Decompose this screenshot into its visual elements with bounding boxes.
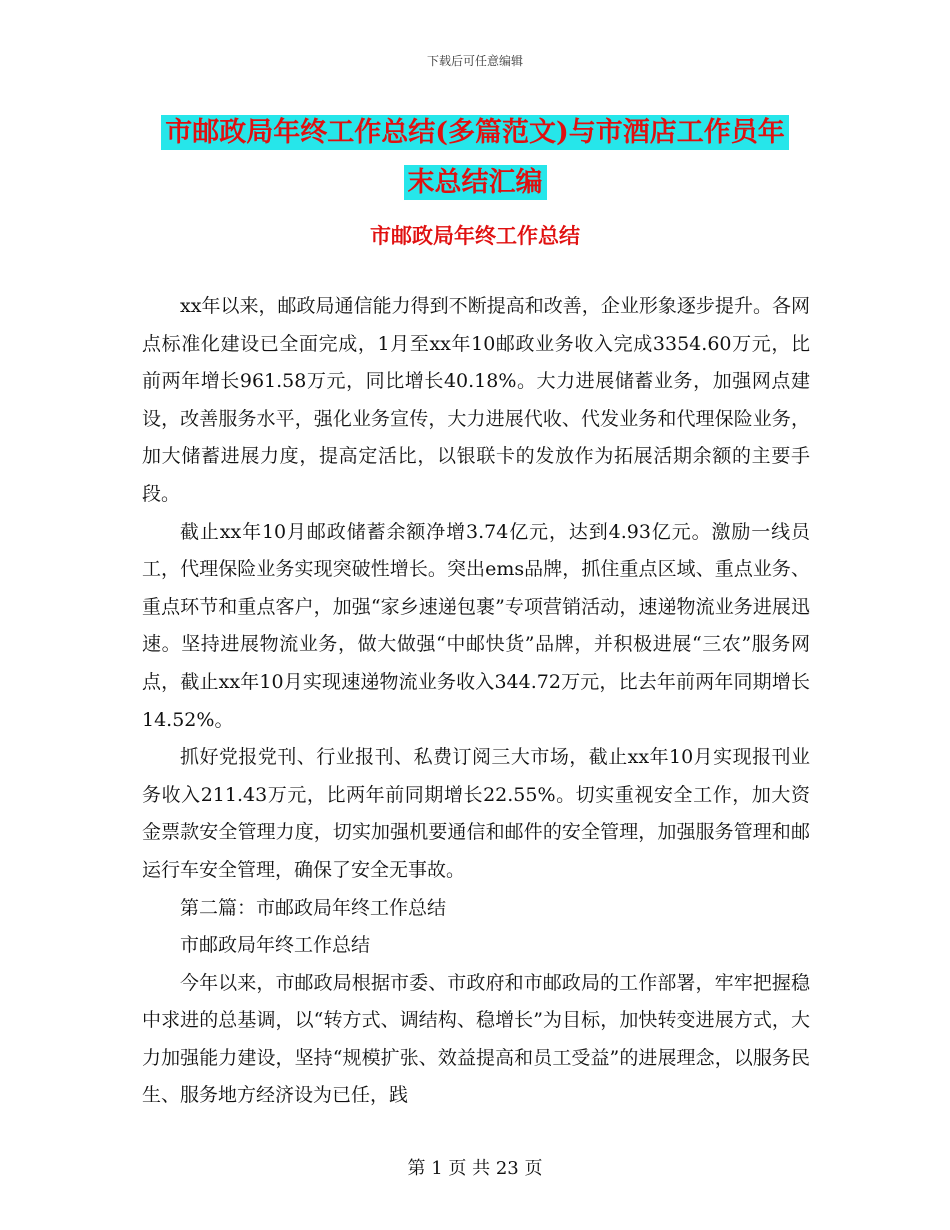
subheading-article-title: 市邮政局年终工作总结 (180, 934, 371, 957)
subheading-second-article: 第二篇：市邮政局年终工作总结 (180, 896, 447, 919)
title-line-1: 市邮政局年终工作总结(多篇范文)与市酒店工作员年 (161, 115, 789, 150)
paragraph-3: 抓好党报党刊、行业报刊、私费订阅三大市场，截止xx年10月实现报刊业务收入211.43万元，比两年前同期增长22.55%。切实重视安全工作，加大资金票款安全管理力度，切实加强机要通信和邮件的安全管理，加强服务管理和邮运行车安全管理，确保了安全无事故。 (142, 746, 810, 881)
header-note: 下载后可任意编辑 (426, 54, 523, 68)
document-title (0, 108, 950, 208)
paragraph-1: xx年以来，邮政局通信能力得到不断提高和改善，企业形象逐步提升。各网点标准化建设已全面完成，1月至xx年10邮政业务收入完成3354.60万元，比前两年增长961.58万元，同比增长40.18%。大力进展储蓄业务，加强网点建设，改善服务水平，强化业务宣传，大力进展代收、代发业务和代理保险业务，加大储蓄进展力度，提高定活比，以银联卡的发放作为拓展活期余额的主要手段。 (142, 295, 810, 505)
paragraph-4: 今年以来，市邮政局根据市委、市政府和市邮政局的工作部署，牢牢把握稳中求进的总基调，以“转方式、调结构、稳增长”为目标，加快转变进展方式，大力加强能力建设，坚持“规模扩张、效益提高和员工受益”的进展理念，以服务民生、服务地方经济设为已任，践 (142, 971, 810, 1107)
page-footer: 第 1 页 共 23 页 (407, 1158, 543, 1179)
section-title: 市邮政局年终工作总结 (370, 223, 580, 248)
document-body (142, 288, 810, 1115)
paragraph-2: 截止xx年10月邮政储蓄余额净增3.74亿元，达到4.93亿元。激励一线员工，代理保险业务实现突破性增长。突出ems品牌，抓住重点区域、重点业务、重点环节和重点客户，加强“家乡速递包裹”专项营销活动，速递物流业务进展迅速。坚持进展物流业务，做大做强“中邮快货”品牌，并积极进展“三农”服务网点，截止xx年10月实现速递物流业务收入344.72万元，比去年前两年同期增长14.52%。 (142, 520, 810, 731)
title-line-2: 末总结汇编 (404, 165, 547, 200)
